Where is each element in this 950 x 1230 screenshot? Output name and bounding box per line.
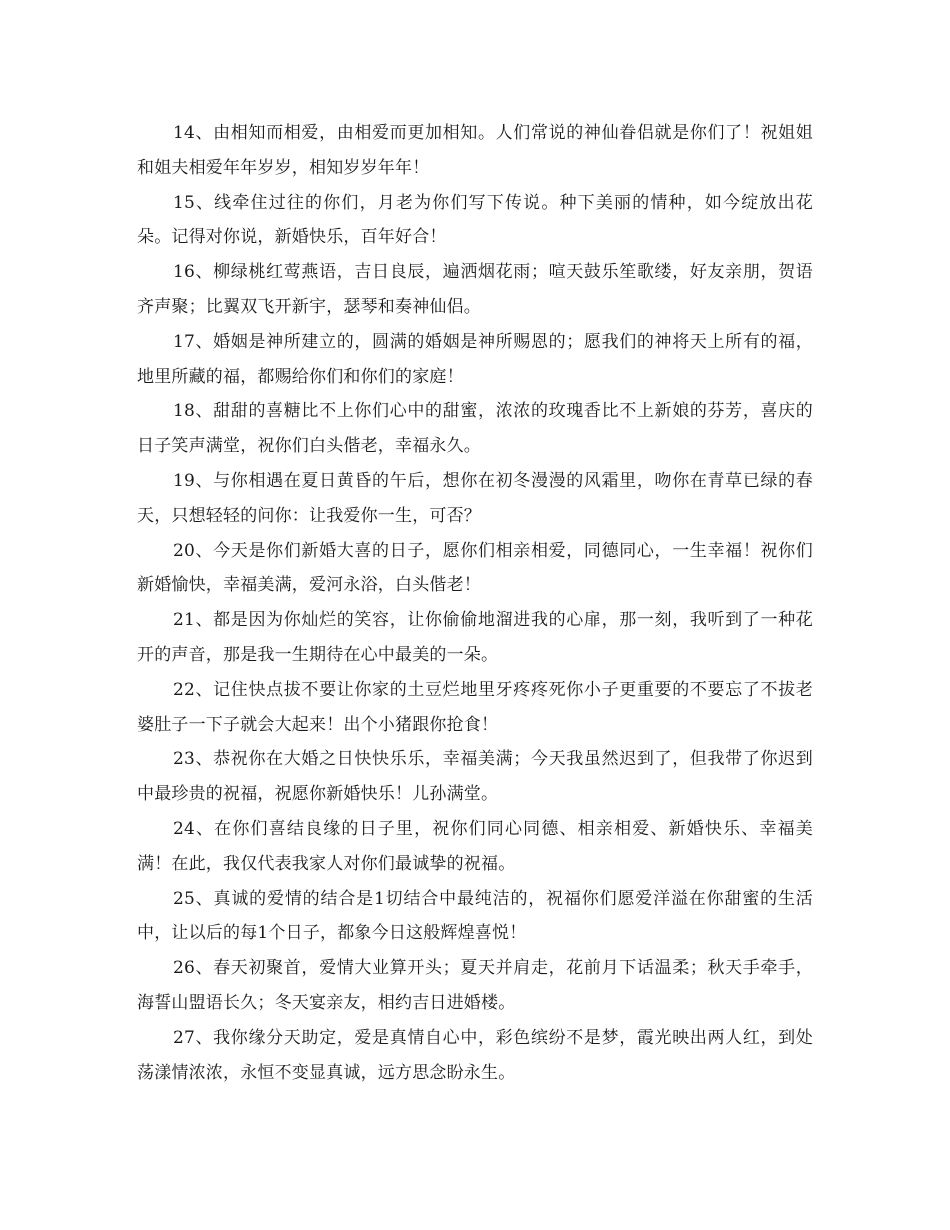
paragraph-27: 27、我你缘分天助定，爱是真情自心中，彩色缤纷不是梦，霞光映出两人红，到处荡漾情浓浓，永恒不变显真诚，远方思念盼永生。 [137, 1027, 813, 1083]
paragraph-18: 18、甜甜的喜糖比不上你们心中的甜蜜，浓浓的玫瑰香比不上新娘的芬芳，喜庆的日子笑声满堂，祝你们白头偕老，幸福永久。 [137, 401, 813, 457]
paragraph-22: 22、记住快点拔不要让你家的土豆烂地里牙疼疼死你小子更重要的不要忘了不拔老婆肚子一下子就会大起来！出个小猪跟你抢食！ [137, 679, 813, 735]
paragraph-21: 21、都是因为你灿烂的笑容，让你偷偷地溜进我的心扉，那一刻，我听到了一种花开的声音，那是我一生期待在心中最美的一朵。 [137, 610, 813, 665]
paragraph-15: 15、线牵住过往的你们，月老为你们写下传说。种下美丽的情种，如今绽放出花朵。记得对你说，新婚快乐，百年好合！ [137, 192, 813, 248]
document-body [137, 116, 813, 1090]
paragraph-19: 19、与你相遇在夏日黄昏的午后，想你在初冬漫漫的风霜里，吻你在青草已绿的春天，只想轻轻的问你：让我爱你一生，可否？ [137, 470, 813, 526]
paragraph-25: 25、真诚的爱情的结合是1切结合中最纯洁的，祝福你们愿爱洋溢在你甜蜜的生活中，让以后的每1个日子，都象今日这般辉煌喜悦！ [137, 888, 813, 944]
paragraph-16: 16、柳绿桃红莺燕语，吉日良辰，遍洒烟花雨；喧天鼓乐笙歌缕，好友亲朋，贺语齐声聚；比翼双飞开新宇，瑟琴和奏神仙侣。 [137, 262, 813, 317]
paragraph-23: 23、恭祝你在大婚之日快快乐乐，幸福美满；今天我虽然迟到了，但我带了你迟到中最珍贵的祝福，祝愿你新婚快乐！儿孙满堂。 [137, 749, 813, 805]
paragraph-14: 14、由相知而相爱，由相爱而更加相知。人们常说的神仙眷侣就是你们了！祝姐姐和姐夫相爱年年岁岁，相知岁岁年年！ [137, 123, 813, 178]
paragraph-17: 17、婚姻是神所建立的，圆满的婚姻是神所赐恩的；愿我们的神将天上所有的福，地里所藏的福，都赐给你们和你们的家庭！ [137, 331, 813, 387]
paragraph-24: 24、在你们喜结良缘的日子里，祝你们同心同德、相亲相爱、新婚快乐、幸福美满！在此，我仅代表我家人对你们最诚挚的祝福。 [137, 818, 813, 874]
paragraph-20: 20、今天是你们新婚大喜的日子，愿你们相亲相爱，同德同心，一生幸福！祝你们新婚愉快，幸福美满，爱河永浴，白头偕老！ [137, 540, 813, 596]
paragraph-26: 26、春天初聚首，爱情大业算开头；夏天并肩走，花前月下话温柔；秋天手牵手，海誓山盟语长久；冬天宴亲友，相约吉日进婚楼。 [137, 958, 813, 1013]
